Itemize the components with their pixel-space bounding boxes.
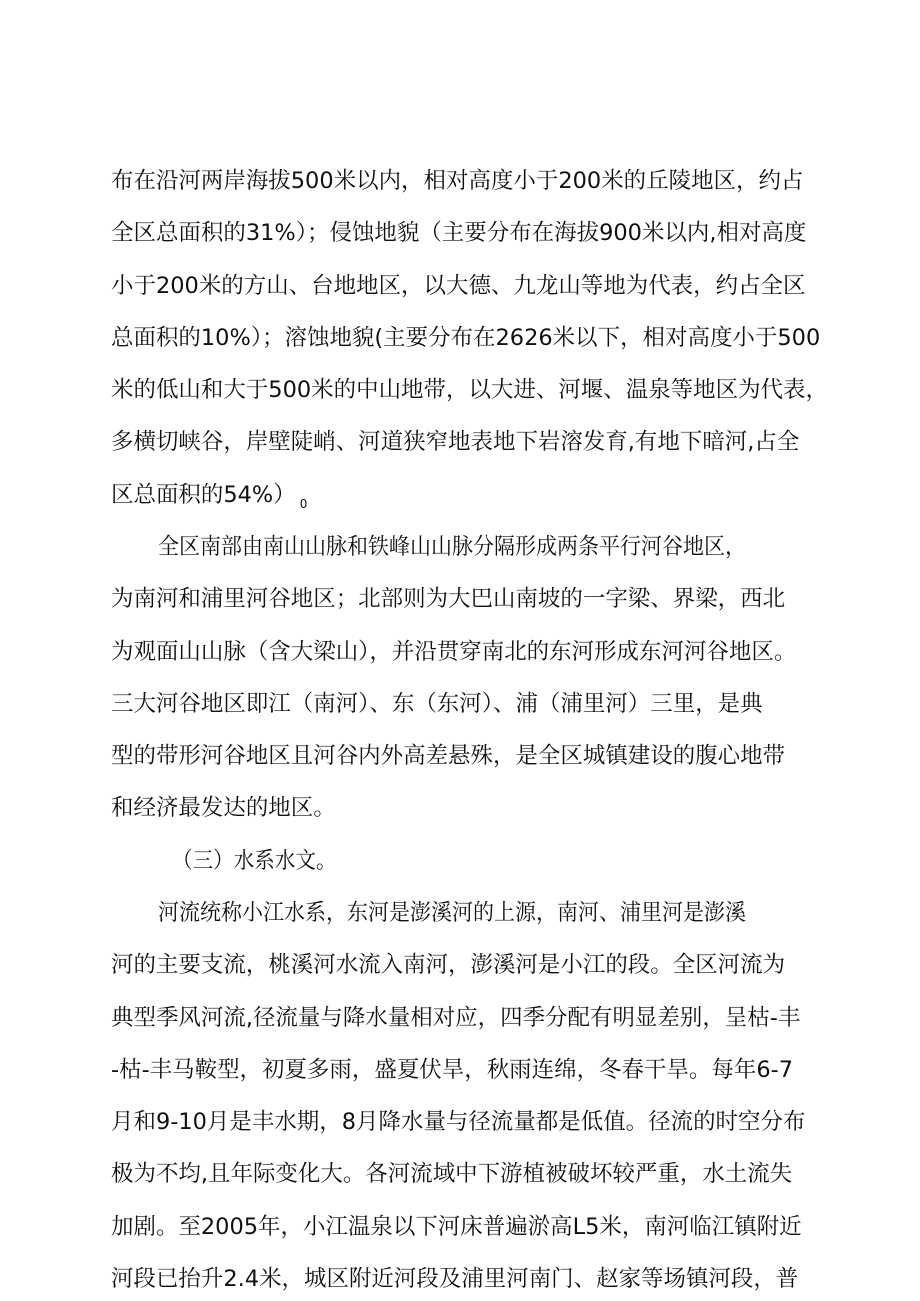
- text-line: 米的低山和大于500米的中山地带，以大进、河堰、温泉等地区为代表，: [111, 377, 828, 404]
- text-line: 加剧。至2005年，小江温泉以下河床普遍淤高L5米，南河临江镇附近: [111, 1213, 802, 1240]
- text-line: 全区南部由南山山脉和铁峰山山脉分隔形成两条平行河谷地区，: [158, 534, 747, 560]
- text-line: 总面积的10%）；溶蚀地貌(主要分布在2626米以下，相对高度小于500: [111, 324, 821, 351]
- text-line: 极为不均,且年际变化大。各河流域中下游植被破坏较严重，水土流失: [111, 1161, 793, 1188]
- text-line: 型的带形河谷地区且河谷内外高差悬殊，是全区城镇建设的腹心地带: [111, 743, 786, 770]
- text-line: 河的主要支流，桃溪河水流入南河，澎溪河是小江的段。全区河流为: [111, 952, 786, 979]
- trailing-mark: 0: [299, 496, 308, 511]
- text-line: 河流统称小江水系，东河是澎溪河的上源，南河、浦里河是澎溪: [158, 900, 747, 926]
- text-line: 月和9-10月是丰水期，8月降水量与径流量都是低值。径流的时空分布: [111, 1109, 806, 1136]
- text-line-last: [111, 477, 830, 513]
- text-line: 河段已抬升2.4米，城区附近河段及浦里河南门、赵家等场镇河段，普: [111, 1266, 799, 1292]
- text-line: 小于200米的方山、台地地区，以大德、九龙山等地为代表，约占全区: [111, 272, 806, 299]
- text-line: -枯-丰马鞍型，初夏多雨，盛夏伏旱，秋雨连绵，冬春干旱。每年6-7: [111, 1056, 794, 1083]
- text-line: 多横切峡谷，岸壁陡峭、河道狭窄地表地下岩溶发育,有地下暗河,占全: [111, 429, 800, 456]
- section-heading: （三）水系水文。: [172, 847, 337, 874]
- text-line: 为观面山山脉（含大梁山），并沿贯穿南北的东河形成东河河谷地区。: [111, 638, 797, 665]
- text-line: 和经济最发达的地区。: [111, 795, 336, 822]
- text-line: 全区总面积的31%）；侵蚀地貌（主要分布在海拔900米以内,相对高度: [111, 220, 807, 247]
- text-line: 典型季风河流,径流量与降水量相对应，四季分配有明显差别，呈枯-丰: [111, 1004, 801, 1031]
- text-line-content: 区总面积的54%）: [111, 481, 296, 508]
- text-line: 布在沿河两岸海拔500米以内，相对高度小于200米的丘陵地区，约占: [111, 168, 804, 194]
- text-line: 为南河和浦里河谷地区；北部则为大巴山南坡的一字梁、界梁，西北: [111, 586, 786, 613]
- text-line: 三大河谷地区即江（南河）、东（东河）、浦（浦里河）三里，是典: [111, 690, 763, 717]
